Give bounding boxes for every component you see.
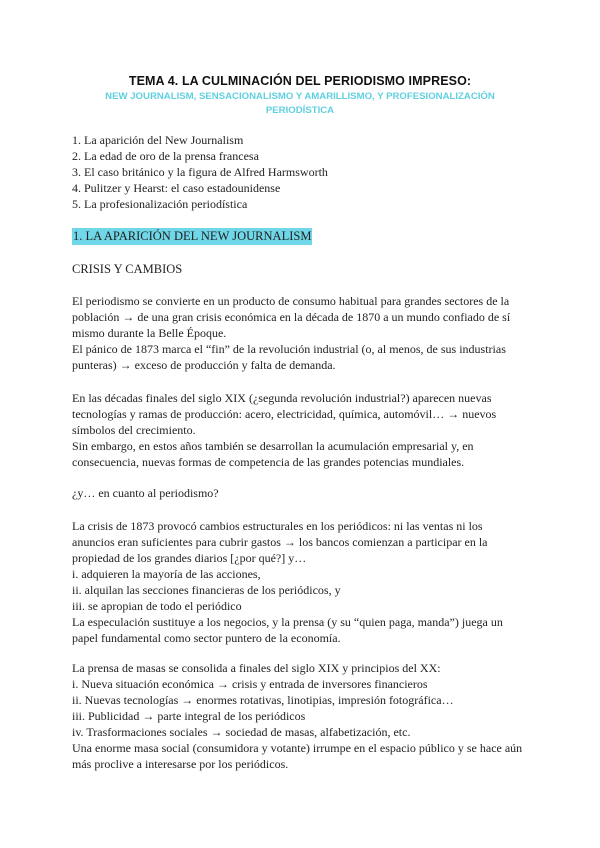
text-line: i. Nueva situación económica → crisis y entrada de inversores financieros [72,677,428,691]
text-line: ii. Nuevas tecnologías → enormes rotativas, linotipias, impresión fotográfica… [72,693,454,707]
text-line: En las décadas finales del siglo XIX (¿segunda revolución industrial?) aparecen nuevas [72,391,492,405]
text-line: consecuencia, nuevas formas de competencia de las grandes potencias mundiales. [72,455,465,469]
paragraph [72,518,532,646]
text-line: ii. alquilan las secciones financieras de los periódicos, y [72,583,341,597]
sub-heading: CRISIS Y CAMBIOS [72,262,183,276]
subtitle-line: PERIODÍSTICA [265,105,335,116]
toc-item: 1. La aparición del New Journalism [72,133,244,147]
text-line: Una enorme masa social (consumidora y votante) irrumpe en el espacio público y se hace aún [72,741,523,755]
subtitle-line: NEW JOURNALISM, SENSACIONALISMO Y AMARILLISMO, Y PROFESIONALIZACIÓN [105,91,495,102]
text-line: i. adquieren la mayoría de las acciones, [72,567,261,581]
text-line: anuncios eran suficientes para cubrir gastos → los bancos comienzan a participar en la [72,535,488,549]
text-line: papel fundamental como sector puntero de la economía. [72,631,341,645]
text-line: Sin embargo, en estos años también se desarrollan la acumulación empresarial y, en [72,439,474,453]
text-line: mismo durante la Belle Époque. [72,326,227,340]
text-line: propiedad de los grandes diarios [¿por qué?] y… [72,551,307,565]
paragraph [72,390,532,470]
text-line: La prensa de masas se consolida a finales del siglo XIX y principios del XX: [72,661,441,675]
section-heading: 1. LA APARICIÓN DEL NEW JOURNALISM [73,229,312,243]
table-of-contents [72,132,532,212]
text-line: iv. Trasformaciones sociales → sociedad de masas, alfabetización, etc. [72,725,411,739]
page-subtitle [78,90,522,118]
text-line: tecnologías y ramas de producción: acero, electricidad, química, automóvil… → nuevos [72,407,497,421]
text-line: La crisis de 1873 provocó cambios estructurales en los periódicos: ni las ventas ni los [72,519,483,533]
text-line: más proclive a interesarse por los periódicos. [72,757,289,771]
paragraph [72,293,532,373]
toc-item: 2. La edad de oro de la prensa francesa [72,149,259,163]
text-line: población → de una gran crisis económica en la década de 1870 a un mundo confiado de sí [72,310,511,324]
toc-item: 5. La profesionalización periodística [72,197,248,211]
toc-item: 4. Pulitzer y Hearst: el caso estadounidense [72,181,281,195]
page-title: TEMA 4. LA CULMINACIÓN DEL PERIODISMO IMPRESO: [128,74,472,88]
text-line: punteras) → exceso de producción y falta de demanda. [72,358,336,372]
text-line: El pánico de 1873 marca el “fin” de la revolución industrial (o, al menos, de sus industrias [72,342,506,356]
text-line: iii. Publicidad → parte integral de los periódicos [72,709,306,723]
toc-item: 3. El caso británico y la figura de Alfred Harmsworth [72,165,328,179]
paragraph [72,485,532,501]
text-line: El periodismo se convierte en un producto de consumo habitual para grandes sectores de la [72,294,510,308]
paragraph [72,660,532,772]
text-line: La especulación sustituye a los negocios, y la prensa (y su “quien paga, manda”) juega un [72,615,503,629]
text-line: iii. se apropian de todo el periódico [72,599,242,613]
text-line: símbolos del crecimiento. [72,423,196,437]
text-line: ¿y… en cuanto al periodismo? [72,486,219,500]
